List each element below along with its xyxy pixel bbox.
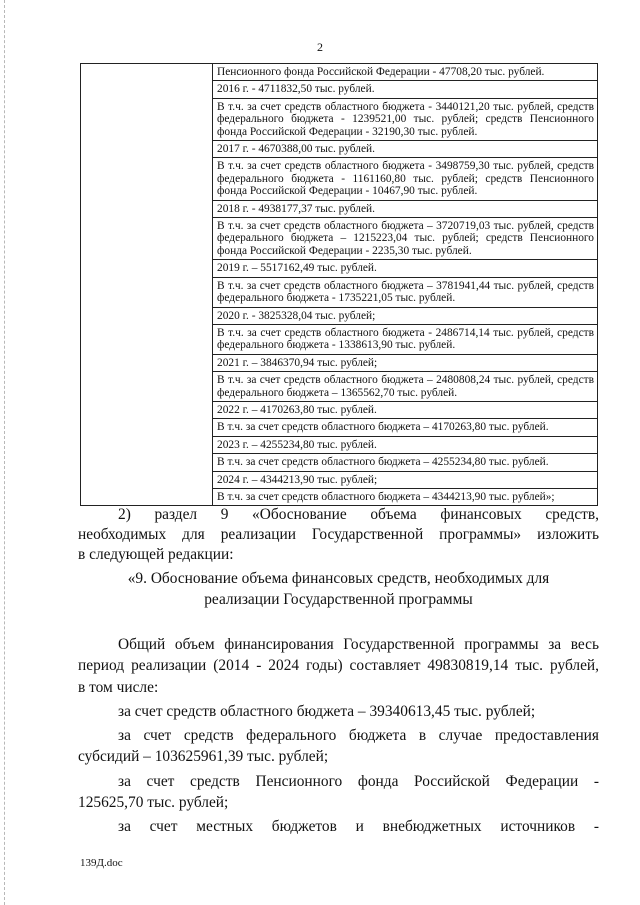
- section-heading-line: реализации Государственной программы: [204, 591, 473, 608]
- page-number: 2: [317, 40, 323, 54]
- table-line: 2023 г. – 4255234,80 тыс. рублей.: [213, 437, 597, 454]
- table-line: В т.ч. за счет средств областного бюджета - 3498759,30 тыс. рублей, средств федерального бюджета - 1161160,80 тыс. рублей; средств Пенсионного фонда Российской Федерации - 10467,90 тыс. рублей.: [213, 158, 597, 200]
- table-line: В т.ч. за счет средств областного бюджета – 3781941,44 тыс. рублей, средств федерального бюджета - 1735221,05 тыс. рублей.: [213, 278, 597, 308]
- paragraph-section-line: в следующей редакции:: [78, 546, 234, 563]
- table-line: Пенсионного фонда Российской Федерации - 47708,20 тыс. рублей.: [213, 64, 597, 81]
- paragraph-total-line: период реализации (2014 - 2024 годы) составляет 49830819,14 тыс. рублей,: [78, 657, 599, 674]
- paragraph-pension-line: за счет средств Пенсионного фонда Российской Федерации -: [118, 773, 599, 790]
- table-line: 2017 г. - 4670388,00 тыс. рублей.: [213, 141, 597, 158]
- table-line: В т.ч. за счет средств областного бюджета – 4344213,90 тыс. рублей»;: [217, 490, 555, 503]
- paragraph-total-line: в том числе:: [78, 679, 159, 696]
- table-line: 2020 г. - 3825328,04 тыс. рублей;: [213, 308, 597, 325]
- paragraph-regional-line: за счет средств областного бюджета – 39340613,45 тыс. рублей;: [118, 703, 536, 720]
- table-line: В т.ч. за счет средств областного бюджета – 4170263,80 тыс. рублей.: [213, 419, 597, 436]
- table-line: В т.ч. за счет средств областного бюджета - 3440121,20 тыс. рублей, средств федерального бюджета - 1239521,00 тыс. рублей; средств Пенсионного фонда Российской Федерации - 32190,30 тыс. рублей.: [213, 99, 597, 141]
- financing-table: [80, 63, 598, 506]
- table-line: В т.ч. за счет средств областного бюджета - 2486714,14 тыс. рублей, средств федерального бюджета - 1338613,90 тыс. рублей.: [213, 325, 597, 355]
- table-left-cell: [81, 64, 213, 506]
- table-line: 2016 г. - 4711832,50 тыс. рублей.: [213, 81, 597, 98]
- paragraph-total-line: Общий объем финансирования Государственной программы за весь: [118, 636, 599, 653]
- paragraph-federal-line: за счет средств федерального бюджета в случае предоставления: [118, 727, 599, 744]
- scan-edge-line: [4, 0, 5, 905]
- table-line: В т.ч. за счет средств областного бюджета – 3720719,03 тыс. рублей, средств федерального бюджета – 1215223,04 тыс. рублей; средств Пенсионного фонда Российской Федерации - 2235,30 тыс. рублей.: [213, 218, 597, 260]
- table-line: 2024 г. – 4344213,90 тыс. рублей;: [213, 472, 597, 489]
- table-line: В т.ч. за счет средств областного бюджета – 2480808,24 тыс. рублей, средств федерального бюджета – 1365562,70 тыс. рублей.: [213, 372, 597, 402]
- paragraph-local-line: за счет местных бюджетов и внебюджетных источников -: [118, 818, 599, 835]
- table-line: В т.ч. за счет средств областного бюджета – 4255234,80 тыс. рублей.: [213, 454, 597, 471]
- table-line: 2022 г. – 4170263,80 тыс. рублей.: [213, 402, 597, 419]
- table-line: 2021 г. – 3846370,94 тыс. рублей;: [213, 355, 597, 372]
- paragraph-section-line: необходимых для реализации Государственной программы» изложить: [78, 526, 599, 543]
- section-heading-line: «9. Обоснование объема финансовых средств, необходимых для: [127, 570, 550, 587]
- table-right-cell: [213, 64, 598, 506]
- paragraph-federal-line: субсидий – 103625961,39 тыс. рублей;: [78, 748, 329, 765]
- footer-filename: 139Д.doc: [80, 857, 123, 869]
- table-line: 2019 г. – 5517162,49 тыс. рублей.: [213, 260, 597, 277]
- paragraph-pension-line: 125625,70 тыс. рублей;: [78, 794, 229, 811]
- table-line: 2018 г. - 4938177,37 тыс. рублей.: [213, 201, 597, 218]
- table-row: [81, 64, 598, 506]
- paragraph-section-line: 2) раздел 9 «Обоснование объема финансовых средств,: [118, 506, 599, 523]
